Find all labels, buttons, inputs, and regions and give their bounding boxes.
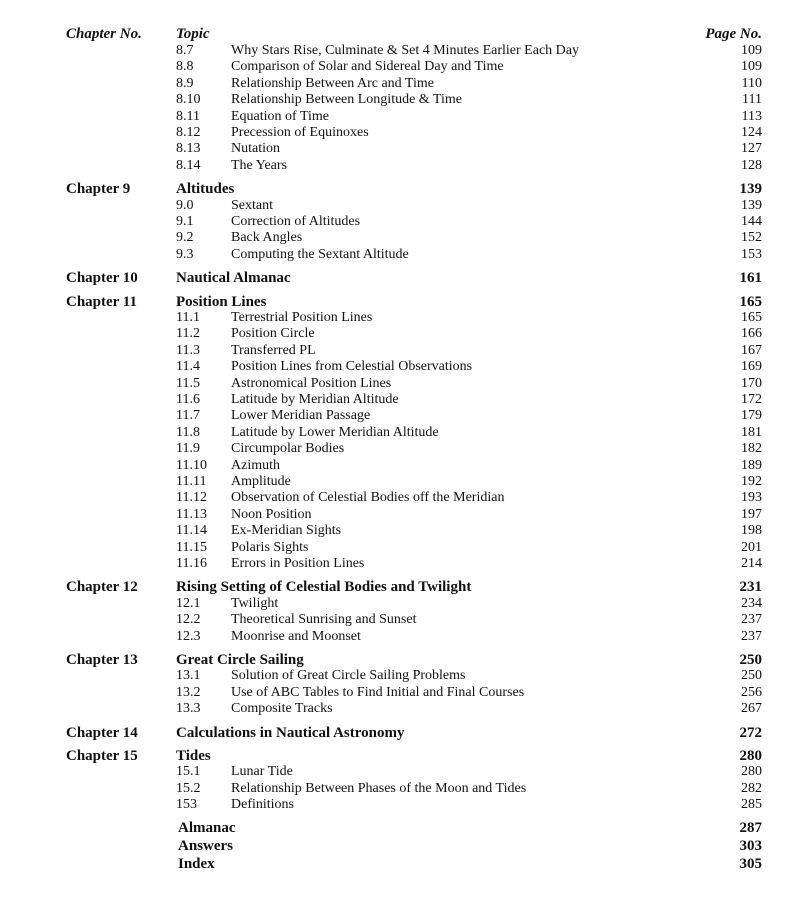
chapter-label: Chapter 13 bbox=[66, 652, 138, 668]
chapter-label: Chapter 11 bbox=[66, 293, 137, 310]
section-title: Position Circle bbox=[231, 326, 315, 342]
section-title: Noon Position bbox=[231, 506, 312, 522]
section-row bbox=[0, 701, 800, 721]
section-title: Observation of Celestial Bodies off the Meridian bbox=[231, 490, 505, 506]
section-title: Circumpolar Bodies bbox=[231, 441, 345, 457]
section-title: Composite Tracks bbox=[231, 701, 333, 717]
chapter-row bbox=[0, 270, 800, 290]
section-number: 8.7 bbox=[176, 43, 194, 58]
section-page: 250 bbox=[741, 668, 762, 684]
section-title: Why Stars Rise, Culminate & Set 4 Minutes Earlier Each Day bbox=[231, 43, 579, 58]
section-page: 193 bbox=[741, 490, 762, 506]
section-page: 170 bbox=[741, 375, 762, 391]
chapter-page: 272 bbox=[739, 724, 762, 741]
section-title: Lower Meridian Passage bbox=[231, 408, 371, 424]
chapter-title: Tides bbox=[176, 748, 211, 764]
section-title: Sextant bbox=[231, 197, 273, 213]
chapter-title: Position Lines bbox=[176, 293, 267, 310]
section-page: 152 bbox=[741, 230, 762, 246]
chapter-page: 231 bbox=[739, 579, 762, 596]
chapter-label: Chapter 12 bbox=[66, 579, 138, 596]
chapter-page: 139 bbox=[739, 181, 762, 198]
section-number: 11.10 bbox=[176, 457, 207, 473]
section-page: 285 bbox=[741, 797, 762, 813]
section-number: 11.6 bbox=[176, 392, 200, 407]
section-title: Equation of Time bbox=[231, 108, 330, 124]
back-matter-row bbox=[0, 820, 800, 840]
section-page: 237 bbox=[741, 612, 762, 628]
chapter-row bbox=[0, 725, 800, 745]
section-page: 144 bbox=[741, 214, 762, 229]
section-page: 113 bbox=[741, 108, 762, 124]
section-title: Relationship Between Arc and Time bbox=[231, 75, 434, 91]
section-page: 201 bbox=[741, 539, 762, 555]
back-matter-page: 287 bbox=[739, 819, 762, 836]
chapter-title: Calculations in Nautical Astronomy bbox=[176, 724, 405, 741]
section-number: 12.1 bbox=[176, 595, 201, 611]
section-page: 237 bbox=[741, 628, 762, 644]
section-number: 15.1 bbox=[176, 764, 201, 780]
section-row bbox=[0, 556, 800, 576]
section-title: Correction of Altitudes bbox=[231, 214, 361, 229]
chapter-title: Rising Setting of Celestial Bodies and Twilight bbox=[176, 579, 472, 596]
section-number: 8.14 bbox=[176, 157, 201, 173]
section-page: 153 bbox=[741, 246, 762, 262]
section-page: 192 bbox=[741, 474, 762, 489]
chapter-page: 161 bbox=[739, 270, 762, 287]
section-title: Amplitude bbox=[231, 474, 291, 489]
section-page: 166 bbox=[741, 326, 762, 342]
section-number: 11.13 bbox=[176, 506, 207, 522]
section-title: Latitude by Lower Meridian Altitude bbox=[231, 424, 439, 440]
chapter-page: 250 bbox=[739, 652, 762, 668]
back-matter-row bbox=[0, 838, 800, 858]
section-title: Lunar Tide bbox=[231, 764, 293, 780]
section-number: 11.16 bbox=[176, 556, 207, 571]
section-number: 11.12 bbox=[176, 490, 207, 506]
section-page: 197 bbox=[741, 506, 762, 522]
section-number: 11.15 bbox=[176, 539, 207, 555]
section-page: 234 bbox=[741, 595, 762, 611]
section-title: Precession of Equinoxes bbox=[231, 125, 369, 140]
chapter-label: Chapter 14 bbox=[66, 724, 138, 741]
section-page: 139 bbox=[741, 197, 762, 213]
section-row bbox=[0, 797, 800, 817]
section-number: 8.13 bbox=[176, 141, 201, 157]
section-title: Definitions bbox=[231, 797, 294, 813]
section-number: 11.4 bbox=[176, 359, 200, 375]
section-number: 13.3 bbox=[176, 701, 201, 717]
section-number: 11.11 bbox=[176, 474, 207, 489]
section-number: 9.0 bbox=[176, 197, 194, 213]
section-page: 109 bbox=[741, 43, 762, 58]
section-title: Back Angles bbox=[231, 230, 303, 246]
section-number: 8.10 bbox=[176, 92, 201, 108]
section-number: 153 bbox=[176, 797, 197, 813]
section-title: Ex-Meridian Sights bbox=[231, 523, 342, 539]
section-page: 172 bbox=[741, 392, 762, 407]
section-page: 109 bbox=[741, 59, 762, 75]
chapter-label: Chapter 15 bbox=[66, 748, 138, 764]
section-number: 9.3 bbox=[176, 246, 194, 262]
section-page: 282 bbox=[741, 780, 762, 796]
section-page: 179 bbox=[741, 408, 762, 424]
section-number: 8.12 bbox=[176, 125, 201, 140]
section-title: Relationship Between Phases of the Moon and Tides bbox=[231, 780, 527, 796]
section-page: 128 bbox=[741, 157, 762, 173]
section-title: Twilight bbox=[231, 595, 279, 611]
section-page: 127 bbox=[741, 141, 762, 157]
section-title: Moonrise and Moonset bbox=[231, 628, 361, 644]
back-matter-title: Answers bbox=[178, 837, 233, 854]
section-title: Relationship Between Longitude & Time bbox=[231, 92, 462, 108]
chapter-page: 165 bbox=[739, 293, 762, 310]
back-matter-title: Index bbox=[178, 855, 215, 872]
section-title: Terrestrial Position Lines bbox=[231, 310, 373, 325]
section-number: 11.7 bbox=[176, 408, 200, 424]
back-matter-page: 303 bbox=[739, 837, 762, 854]
section-title: Astronomical Position Lines bbox=[231, 375, 392, 391]
section-page: 111 bbox=[742, 92, 762, 108]
section-page: 181 bbox=[741, 424, 762, 440]
topic-column-header: Topic bbox=[176, 26, 210, 42]
section-number: 8.8 bbox=[176, 59, 194, 75]
section-page: 256 bbox=[741, 684, 762, 700]
section-page: 110 bbox=[741, 75, 762, 91]
section-page: 165 bbox=[741, 310, 762, 325]
section-title: Theoretical Sunrising and Sunset bbox=[231, 612, 417, 628]
section-title: The Years bbox=[231, 157, 287, 173]
section-row bbox=[0, 158, 800, 178]
section-number: 8.9 bbox=[176, 75, 194, 91]
section-title: Computing the Sextant Altitude bbox=[231, 246, 409, 262]
chapter-title: Nautical Almanac bbox=[176, 270, 291, 287]
section-title: Azimuth bbox=[231, 457, 280, 473]
section-row bbox=[0, 247, 800, 267]
section-title: Comparison of Solar and Sidereal Day and Time bbox=[231, 59, 504, 75]
section-title: Errors in Position Lines bbox=[231, 556, 365, 571]
section-title: Polaris Sights bbox=[231, 539, 309, 555]
section-number: 11.2 bbox=[176, 326, 200, 342]
section-page: 182 bbox=[741, 441, 762, 457]
chapter-title: Great Circle Sailing bbox=[176, 652, 304, 668]
section-page: 189 bbox=[741, 457, 762, 473]
page-column-header: Page No. bbox=[705, 26, 762, 42]
section-number: 9.1 bbox=[176, 214, 194, 229]
section-title: Transferred PL bbox=[231, 342, 316, 358]
section-page: 167 bbox=[741, 342, 762, 358]
section-title: Use of ABC Tables to Find Initial and Final Courses bbox=[231, 684, 525, 700]
chapter-title: Altitudes bbox=[176, 181, 235, 198]
section-number: 12.3 bbox=[176, 628, 201, 644]
section-number: 11.5 bbox=[176, 375, 200, 391]
section-number: 15.2 bbox=[176, 780, 201, 796]
section-number: 13.2 bbox=[176, 684, 201, 700]
section-number: 11.14 bbox=[176, 523, 207, 539]
section-title: Nutation bbox=[231, 141, 280, 157]
section-page: 267 bbox=[741, 701, 762, 717]
section-page: 280 bbox=[741, 764, 762, 780]
back-matter-row bbox=[0, 856, 800, 876]
section-number: 11.9 bbox=[176, 441, 200, 457]
section-page: 124 bbox=[741, 125, 762, 140]
section-title: Position Lines from Celestial Observations bbox=[231, 359, 473, 375]
section-number: 8.11 bbox=[176, 108, 200, 124]
chapter-label: Chapter 9 bbox=[66, 181, 131, 198]
section-number: 9.2 bbox=[176, 230, 194, 246]
back-matter-page: 305 bbox=[739, 855, 762, 872]
section-title: Latitude by Meridian Altitude bbox=[231, 392, 399, 407]
section-page: 198 bbox=[741, 523, 762, 539]
section-number: 13.1 bbox=[176, 668, 201, 684]
section-title: Solution of Great Circle Sailing Problems bbox=[231, 668, 466, 684]
section-number: 11.3 bbox=[176, 342, 200, 358]
section-number: 11.1 bbox=[176, 310, 200, 325]
section-number: 12.2 bbox=[176, 612, 201, 628]
chapter-column-header: Chapter No. bbox=[66, 26, 142, 42]
chapter-label: Chapter 10 bbox=[66, 270, 138, 287]
section-number: 11.8 bbox=[176, 424, 200, 440]
section-page: 169 bbox=[741, 359, 762, 375]
back-matter-title: Almanac bbox=[178, 819, 236, 836]
section-row bbox=[0, 629, 800, 649]
section-page: 214 bbox=[741, 556, 762, 571]
chapter-page: 280 bbox=[739, 748, 762, 764]
